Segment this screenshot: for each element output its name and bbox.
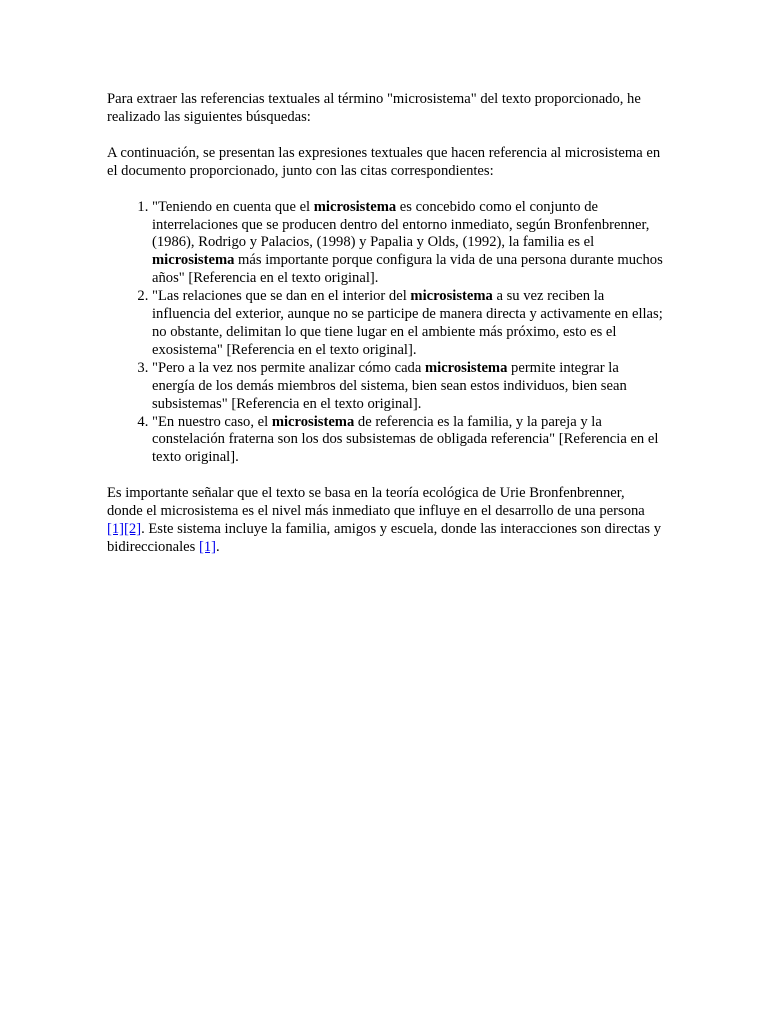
citation-item-4: 4. "En nuestro caso, el microsistema de referencia es la familia, y la pareja y la constelación fraterna son los dos subsistemas de obligada referencia" [Referencia en el texto original].	[152, 414, 663, 468]
intro-paragraph: Para extraer las referencias textuales al término "microsistema" del texto proporcionado, he realizado las siguientes búsquedas:	[107, 91, 641, 125]
highlighted-term: microsistema	[410, 288, 493, 305]
citation-item-2: 2. "Las relaciones que se dan en el interior del microsistema a su vez reciben la influencia del exterior, aunque no se participe de manera directa y activamente en ellas; no obstante, delimitan lo que tiene lugar en el ambiente más próximo, esto es el exosistema" [Referencia en el texto original].	[152, 288, 663, 360]
reference-link-1-second[interactable]: [1]	[198, 538, 217, 555]
citation-item-3: 3. "Pero a la vez nos permite analizar cómo cada microsistema permite integrar la energía de los demás miembros del sistema, bien sean estos individuos, bien sean subsistemas" [Referencia en el texto original].	[152, 360, 663, 414]
paragraph-spacer	[107, 127, 663, 145]
paragraph-spacer	[107, 467, 663, 485]
highlighted-term: microsistema	[271, 413, 355, 430]
highlighted-term: microsistema	[313, 198, 397, 215]
reference-link-1[interactable]: [1]	[107, 521, 125, 538]
lead-paragraph: A continuación, se presentan las expresiones textuales que hacen referencia al microsistema en el documento proporcionado, junto con las citas correspondientes:	[107, 144, 661, 179]
closing-paragraph: Es importante señalar que el texto se basa en la teoría ecológica de Urie Bronfenbrenner, donde el microsistema es el nivel más inmediato que influye en el desarrollo de una persona [1][2]. Este sistema incluye la familia, amigos y escuela, donde las interacciones son directas y bidireccionales [1].	[107, 485, 662, 555]
highlighted-term: microsistema	[424, 359, 508, 376]
paragraph-spacer	[107, 181, 663, 199]
reference-link-2[interactable]: [2]	[124, 521, 142, 538]
citation-list	[107, 199, 663, 468]
citation-item-1: 1. "Teniendo en cuenta que el microsistema es concebido como el conjunto de interrelaciones que se producen dentro del entorno inmediato, según Bronfenbrenner, (1986), Rodrigo y Palacios, (1998) y Papalia y Olds, (1992), la familia es el microsistema más importante porque configura la vida de una persona durante muchos años" [Referencia en el texto original].	[152, 199, 663, 289]
document-body	[107, 91, 663, 557]
highlighted-term: microsistema	[152, 252, 235, 269]
